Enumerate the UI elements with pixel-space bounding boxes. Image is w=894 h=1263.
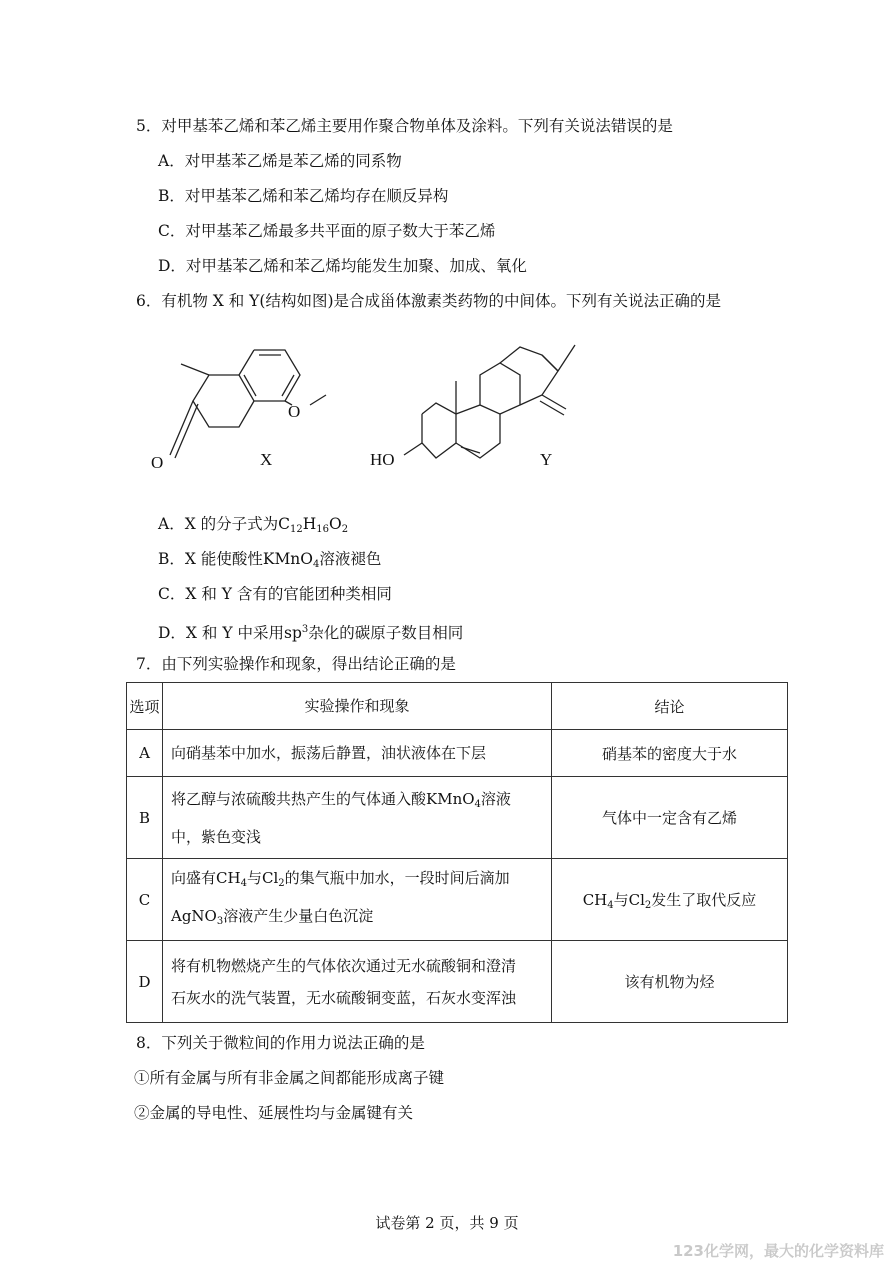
row-d-key: D	[127, 941, 163, 1023]
row-d-conclusion: 该有机物为烃	[552, 941, 788, 1023]
header-conclusion: 结论	[552, 683, 788, 730]
structure-x-diagram	[140, 335, 350, 475]
q8-item-1: ①所有金属与所有非金属之间都能形成离子键	[134, 1069, 445, 1087]
row-a-key: A	[127, 730, 163, 777]
y-ring-b	[456, 405, 500, 458]
y-methylene-double	[540, 401, 564, 415]
y-ring-c	[480, 363, 520, 414]
y-hydroxyl-bond	[404, 443, 422, 455]
q8-stem: 8．下列关于微粒间的作用力说法正确的是	[136, 1034, 425, 1052]
row-d-operation: 将有机物燃烧产生的气体依次通过无水硫酸铜和澄清 石灰水的洗气装置，无水硫酸铜变蓝，石灰水变浑浊	[163, 941, 552, 1023]
row-a-conclusion: 硝基苯的密度大于水	[552, 730, 788, 777]
x-ketone-bond	[170, 401, 193, 455]
q5-option-b: B．对甲基苯乙烯和苯乙烯均存在顺反异构	[158, 187, 449, 205]
row-b-key: B	[127, 777, 163, 859]
table-row	[127, 730, 788, 777]
watermark: 123化学网，最大的化学资料库	[672, 1242, 884, 1260]
q7-stem: 7．由下列实验操作和现象，得出结论正确的是	[136, 655, 456, 673]
structure-x-label: X	[260, 450, 273, 469]
q6-option-b: B．X 能使酸性KMnO$_4$溶液褪色	[158, 550, 382, 570]
q5-stem: 5．对甲基苯乙烯和苯乙烯主要用作聚合物单体及涂料。下列有关说法错误的是	[136, 117, 673, 135]
page-footer: 试卷第 2 页，共 9 页	[375, 1214, 519, 1232]
y-ring-d-edge	[542, 355, 558, 371]
table-header-row	[127, 683, 788, 730]
q6-option-d: D．X 和 Y 中采用$sp^3$杂化的碳原子数目相同	[158, 624, 464, 642]
row-c-key: C	[127, 859, 163, 941]
structure-y-diagram	[360, 335, 600, 475]
row-c-conclusion: $CH_4$与$Cl_2$发生了取代反应	[552, 859, 788, 941]
x-ketone-double	[175, 404, 198, 458]
y-ring-a	[422, 403, 456, 458]
q8-item-2: ②金属的导电性、延展性均与金属键有关	[134, 1104, 414, 1122]
y-ring-d	[500, 347, 558, 405]
header-option: 选项	[127, 683, 163, 730]
q5-option-a: A．对甲基苯乙烯是苯乙烯的同系物	[158, 152, 402, 170]
y-ring-d-methyl	[558, 345, 575, 371]
q6-option-a: A．X 的分子式为$C_{12}H_{16}O_2$	[158, 515, 349, 535]
header-operation: 实验操作和现象	[163, 683, 552, 730]
table-row	[127, 777, 788, 859]
x-methyl-bond	[181, 364, 209, 375]
x-saturated-ring	[193, 375, 254, 427]
structure-y-label: Y	[540, 450, 553, 469]
q5-option-c: C．对甲基苯乙烯最多共平面的原子数大于苯乙烯	[158, 222, 496, 240]
row-c-operation: 向盛有$CH_4$与$Cl_2$的集气瓶中加水，一段时间后滴加 AgNO$_3$溶液产生少量白色沉淀	[163, 859, 552, 941]
experiment-table	[126, 682, 788, 1023]
x-ether-oxygen: O	[288, 402, 301, 421]
row-a-operation: 向硝基苯中加水，振荡后静置，油状液体在下层	[163, 730, 552, 777]
x-ketone-oxygen: O	[151, 453, 164, 472]
y-methylene-bond	[542, 395, 566, 409]
x-aromatic-ring	[239, 350, 300, 401]
row-b-conclusion: 气体中一定含有乙烯	[552, 777, 788, 859]
q5-option-d: D．对甲基苯乙烯和苯乙烯均能发生加聚、加成、氧化	[158, 257, 527, 275]
table-row	[127, 859, 788, 941]
row-b-operation: 将乙醇与浓硫酸共热产生的气体通入酸KMnO$_4$溶液 中，紫色变浅	[163, 777, 552, 859]
table-row	[127, 941, 788, 1023]
q6-option-c: C．X 和 Y 含有的官能团种类相同	[158, 585, 392, 603]
q6-stem: 6．有机物 X 和 Y(结构如图)是合成甾体激素类药物的中间体。下列有关说法正确的是	[136, 292, 722, 310]
x-double-bond-2	[282, 375, 294, 396]
y-hydroxyl-label: HO	[370, 450, 395, 469]
x-ether-bond-2	[310, 395, 326, 405]
